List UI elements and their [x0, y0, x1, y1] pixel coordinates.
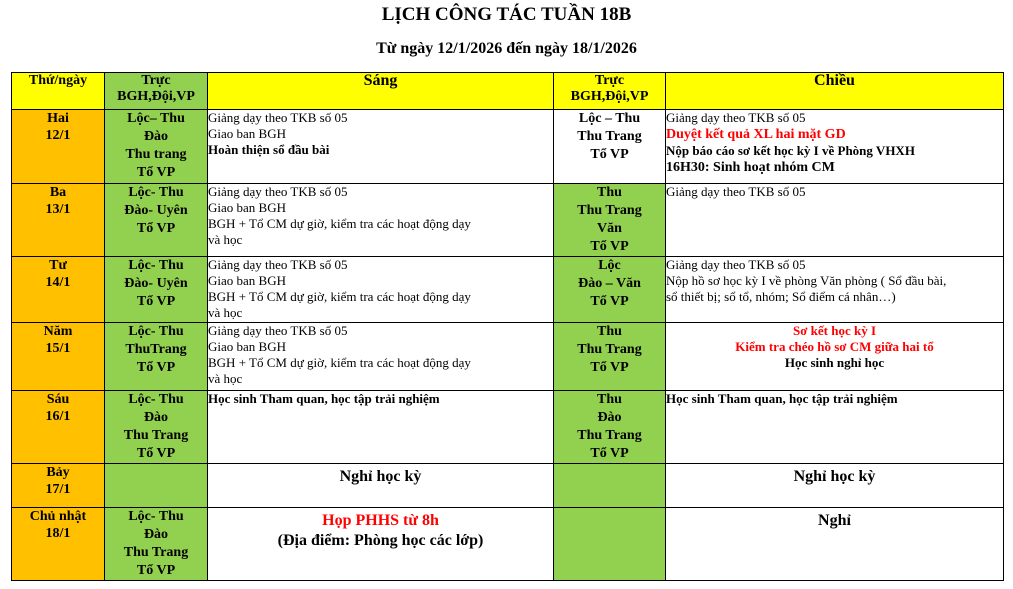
table-row-friday	[12, 391, 1004, 464]
duty-afternoon-cell: Thu Thu Trang Tổ VP	[554, 323, 666, 391]
afternoon-cell: Sơ kết học kỳ I Kiểm tra chéo hồ sơ CM giữa hai tổ Học sinh nghỉ học	[666, 323, 1004, 391]
morning-cell: Giảng dạy theo TKB số 05 Giao ban BGH BGH + Tổ CM dự giờ, kiểm tra các hoạt động dạy và học	[208, 257, 554, 323]
day-cell: Bảy 17/1	[12, 464, 105, 508]
day-cell: Sáu 16/1	[12, 391, 105, 464]
duty-morning-cell: Lộc- Thu ThuTrang Tổ VP	[105, 323, 208, 391]
schedule-table	[11, 72, 1004, 581]
duty-morning-cell: Lộc- Thu Đào Thu Trang Tổ VP	[105, 391, 208, 464]
page-title: LỊCH CÔNG TÁC TUẦN 18B	[381, 4, 632, 25]
day-cell: Hai 12/1	[12, 110, 105, 184]
table-row-wednesday	[12, 257, 1004, 323]
header-morning: Sáng	[208, 73, 554, 110]
table-row-sunday	[12, 508, 1004, 581]
duty-morning-cell: Lộc– Thu Đào Thu trang Tổ VP	[105, 110, 208, 184]
date-range: Từ ngày 12/1/2026 đến ngày 18/1/2026	[376, 40, 637, 57]
duty-afternoon-cell: Thu Thu Trang Văn Tổ VP	[554, 184, 666, 257]
table-row-saturday	[12, 464, 1004, 508]
duty-morning-cell: Lộc- Thu Đào- Uyên Tổ VP	[105, 257, 208, 323]
afternoon-cell: Giảng dạy theo TKB số 05 Duyệt kết quả XL hai mặt GD Nộp báo cáo sơ kết học kỳ I về Phòng VHXH 16H30: Sinh hoạt nhóm CM	[666, 110, 1004, 184]
header-day: Thứ/ngày	[12, 73, 105, 110]
morning-cell: Giảng dạy theo TKB số 05 Giao ban BGH BGH + Tổ CM dự giờ, kiểm tra các hoạt động dạy và học	[208, 323, 554, 391]
day-cell: Chủ nhật 18/1	[12, 508, 105, 581]
duty-morning-cell	[105, 464, 208, 508]
header-duty-morning: Trực BGH,Đội,VP	[105, 73, 208, 110]
duty-morning-cell: Lộc- Thu Đào- Uyên Tổ VP	[105, 184, 208, 257]
morning-cell: Nghỉ học kỳ	[208, 464, 554, 508]
day-cell: Ba 13/1	[12, 184, 105, 257]
duty-afternoon-cell: Lộc – Thu Thu Trang Tổ VP	[554, 110, 666, 184]
header-row	[12, 73, 1004, 110]
day-cell: Năm 15/1	[12, 323, 105, 391]
morning-cell: Giảng dạy theo TKB số 05 Giao ban BGH BGH + Tổ CM dự giờ, kiểm tra các hoạt động dạy và học	[208, 184, 554, 257]
morning-cell: Họp PHHS từ 8h (Địa điểm: Phòng học các lớp)	[208, 508, 554, 581]
afternoon-cell: Nghỉ	[666, 508, 1004, 581]
afternoon-cell: Giảng dạy theo TKB số 05 Nộp hồ sơ học kỳ I về phòng Văn phòng ( Sổ đầu bài, sổ thiết bị; sổ tổ, nhóm; Sổ điểm cá nhân…)	[666, 257, 1004, 323]
duty-morning-cell: Lộc- Thu Đào Thu Trang Tổ VP	[105, 508, 208, 581]
afternoon-cell: Nghỉ học kỳ	[666, 464, 1004, 508]
table-row-thursday	[12, 323, 1004, 391]
afternoon-cell: Giảng dạy theo TKB số 05	[666, 184, 1004, 257]
table-row-tuesday	[12, 184, 1004, 257]
duty-afternoon-cell	[554, 464, 666, 508]
header-afternoon: Chiều	[666, 73, 1004, 110]
morning-cell: Học sinh Tham quan, học tập trải nghiệm	[208, 391, 554, 464]
duty-afternoon-cell	[554, 508, 666, 581]
afternoon-cell: Học sinh Tham quan, học tập trải nghiệm	[666, 391, 1004, 464]
day-cell: Tư 14/1	[12, 257, 105, 323]
header-duty-afternoon: Trực BGH,Đội,VP	[554, 73, 666, 110]
duty-afternoon-cell: Thu Đào Thu Trang Tổ VP	[554, 391, 666, 464]
duty-afternoon-cell: Lộc Đào – Văn Tổ VP	[554, 257, 666, 323]
table-row-monday	[12, 110, 1004, 184]
morning-cell: Giảng dạy theo TKB số 05 Giao ban BGH Hoàn thiện sổ đầu bài	[208, 110, 554, 184]
